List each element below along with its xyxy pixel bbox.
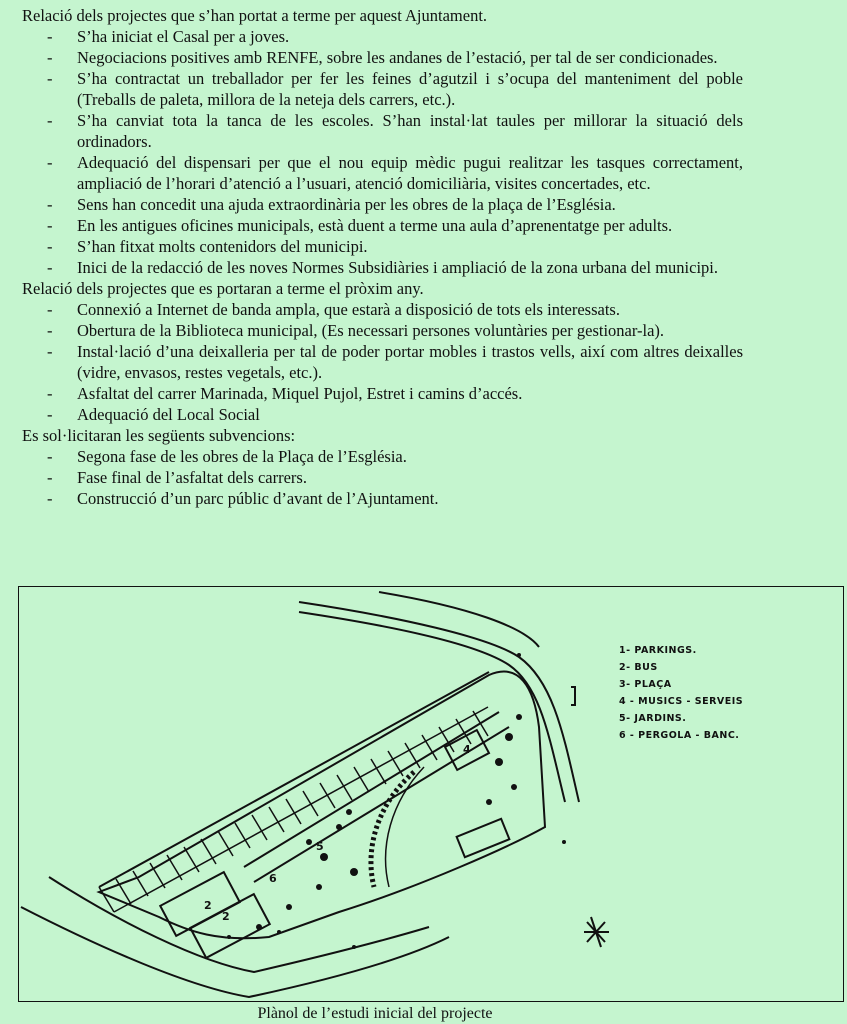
list-item: - Construcció d’un parc públic d’avant de l’Ajuntament. xyxy=(22,488,743,509)
legend-item: 5- JARDINS. xyxy=(619,713,687,724)
list-item: - Adequació del Local Social xyxy=(22,404,743,425)
list-item: - Obertura de la Biblioteca municipal, (Es necessari persones voluntàries per gestionar-la). xyxy=(22,320,743,341)
plan-caption: Plànol de l’estudi inicial del projecte xyxy=(257,1005,493,1022)
list-item: - Instal·lació d’una deixalleria per tal de poder portar mobles i trastos vells, així com altres deixalles (vidre, envasos, restes vegetals, etc.). xyxy=(22,341,743,383)
list-item: - Adequació del dispensari per que el nou equip mèdic pugui realitzar les tasques correctament, ampliació de l’horari d’atenció a l’usuari, atenció domiciliària, visites concertades, etc. xyxy=(22,152,743,194)
list-item: - S’ha iniciat el Casal per a joves. xyxy=(22,26,743,47)
list-item: - Inici de la redacció de les noves Normes Subsidiàries i ampliació de la zona urbana del municipi. xyxy=(22,257,743,278)
list-subsidies xyxy=(22,446,822,509)
list-done-projects xyxy=(22,26,822,278)
list-item: - S’han fitxat molts contenidors del municipi. xyxy=(22,236,743,257)
list-item: - Connexió a Internet de banda ampla, que estarà a disposició de tots els interessats. xyxy=(22,299,743,320)
list-item: - Asfaltat del carrer Marinada, Miquel Pujol, Estret i camins d’accés. xyxy=(22,383,743,404)
list-item: - En les antigues oficines municipals, està duent a terme una aula d’aprenentatge per adults. xyxy=(22,215,743,236)
area-label: 4 xyxy=(463,743,471,756)
plan-legend xyxy=(619,642,743,744)
legend-item: 6 - PERGOLA - BANC. xyxy=(619,730,740,741)
north-star-icon xyxy=(584,917,609,947)
list-item: - S’ha contractat un treballador per fer les feines d’agutzil i s’ocupa del manteniment del poble (Treballs de paleta, millora de la neteja dels carrers, etc.). xyxy=(22,68,743,110)
area-label: 6 xyxy=(269,872,277,885)
document-body xyxy=(22,5,822,509)
list-item: - Sens han concedit una ajuda extraordinària per les obres de la plaça de l’Església. xyxy=(22,194,743,215)
list-item: - S’ha canviat tota la tanca de les escoles. S’han instal·lat taules per millorar la situació dels ordinadors. xyxy=(22,110,743,152)
section-heading-subsidies: Es sol·licitaran les següents subvencions: xyxy=(22,426,296,445)
section-heading-done: Relació dels projectes que s’han portat a terme per aquest Ajuntament. xyxy=(22,6,488,25)
list-item: - Segona fase de les obres de la Plaça de l’Església. xyxy=(22,446,743,467)
legend-item: 1- PARKINGS. xyxy=(619,645,697,656)
list-item: - Fase final de l’asfaltat dels carrers. xyxy=(22,467,743,488)
legend-item: 3- PLAÇA xyxy=(619,679,672,690)
area-label: 5 xyxy=(316,840,324,853)
section-heading-next-year: Relació dels projectes que es portaran a terme el pròxim any. xyxy=(22,279,424,298)
legend-item: 4 - MUSICS - SERVEIS xyxy=(619,696,744,707)
site-plan-drawing xyxy=(18,586,844,1002)
area-label: 2 xyxy=(204,899,212,912)
legend-item: 2- BUS xyxy=(619,662,658,673)
list-item: - Negociacions positives amb RENFE, sobre les andanes de l’estació, per tal de ser condicionades. xyxy=(22,47,743,68)
garden-vegetation xyxy=(227,653,566,949)
area-label: 2 xyxy=(222,910,230,923)
list-next-year-projects xyxy=(22,299,822,425)
